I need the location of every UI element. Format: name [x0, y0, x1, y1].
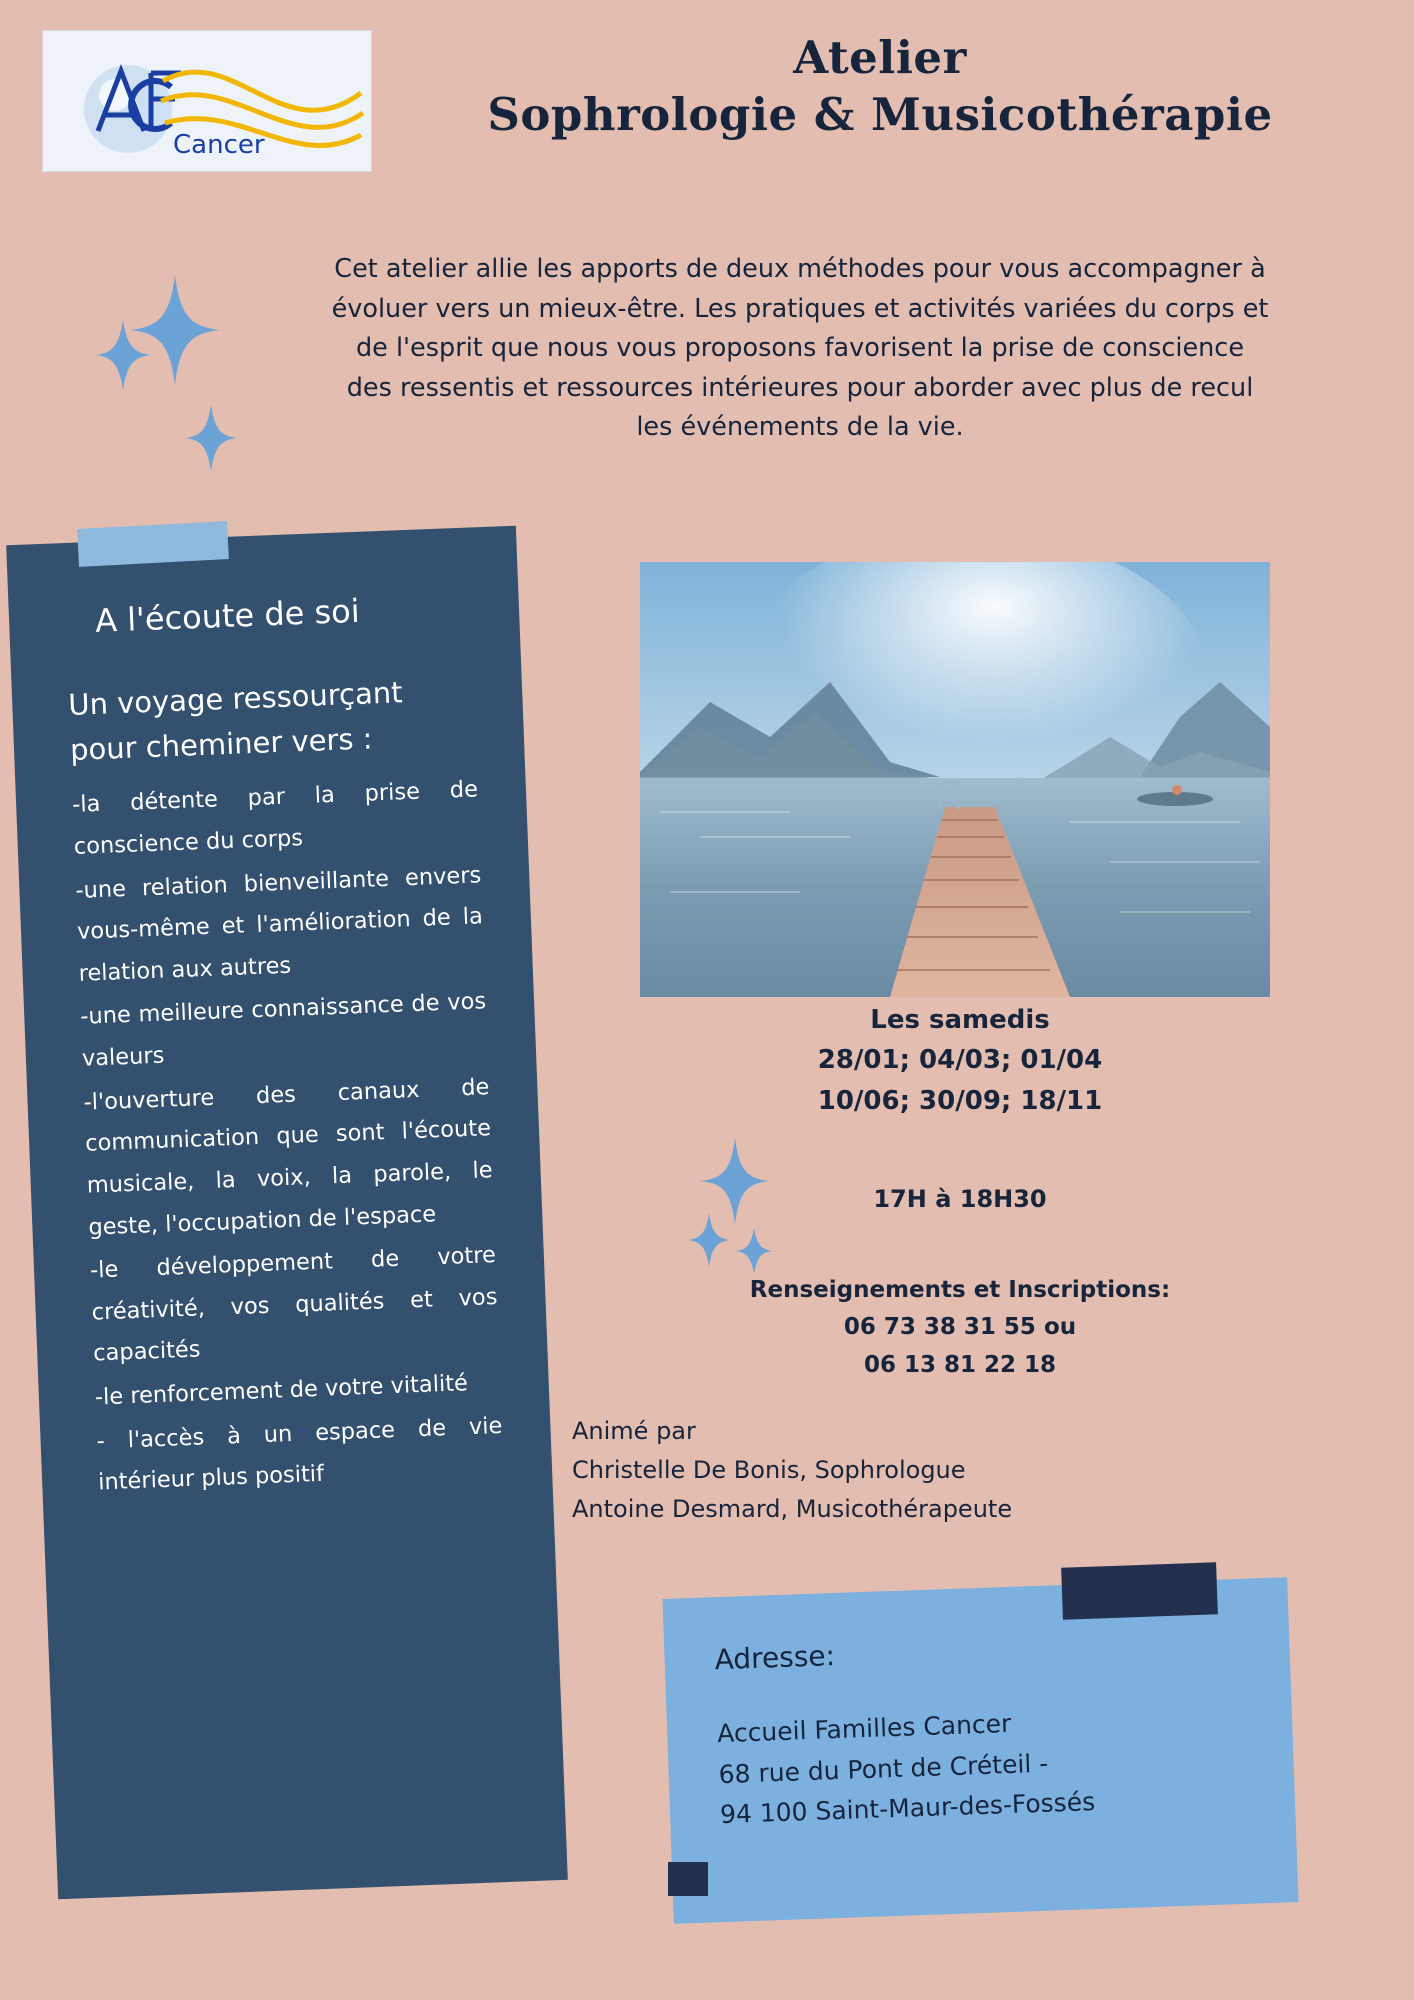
- sparkle-icon-small: [96, 320, 151, 390]
- schedule-dates-line-2: 10/06; 30/09; 18/11: [817, 1085, 1103, 1116]
- intro-paragraph: Cet atelier allie les apports de deux méthodes pour vous accompagner à évoluer vers un mieux-être. Les pratiques et activités variées du corps et de l'esprit que nous vous proposons favorisent la prise de conscience des ressentis et ressources intérieures pour aborder avec plus de recul les événements de la vie.: [331, 254, 1269, 443]
- schedule-dates: [700, 1000, 1220, 1121]
- address-tape-decoration: [1061, 1562, 1218, 1619]
- animator-1: Christelle De Bonis, Sophrologue: [572, 1455, 966, 1484]
- list-item: -le développement de votre créativité, vos qualités et vos capacités: [89, 1242, 498, 1367]
- list-item: -la détente par la prise de conscience du corps: [71, 776, 479, 860]
- list-item: - l'accès à un espace de vie intérieur plus positif: [96, 1412, 503, 1496]
- list-item: -le renforcement de votre vitalité: [94, 1370, 469, 1411]
- sparkle-icon-right-tiny: [736, 1228, 772, 1274]
- panel-benefit-list: [71, 770, 504, 1505]
- page-title: [380, 30, 1380, 143]
- list-item: -une relation bienveillante envers vous-même et l'amélioration de la relation aux autres: [74, 861, 484, 987]
- animators-block: [572, 1412, 1192, 1529]
- address-corner-decoration: [668, 1862, 708, 1896]
- sparkle-icon-right-small: [688, 1213, 730, 1267]
- address-label: Adresse:: [714, 1639, 836, 1677]
- contact-phone-2: 06 13 81 22 18: [863, 1351, 1057, 1378]
- contact-phone-1: 06 73 38 31 55 ou: [843, 1314, 1077, 1341]
- address-line-1: Accueil Familles Cancer: [716, 1708, 1012, 1749]
- sparkle-icon-tiny: [185, 405, 237, 471]
- contact-label: Renseignements et Inscriptions:: [749, 1277, 1171, 1303]
- afc-cancer-logo: [43, 31, 371, 171]
- svg-text:Cancer: Cancer: [173, 130, 265, 160]
- animators-label: Animé par: [572, 1417, 696, 1445]
- address-card: [663, 1577, 1299, 1924]
- lake-pier-photo: [640, 562, 1270, 997]
- address-line-2: 68 rue du Pont de Créteil -: [718, 1748, 1049, 1789]
- list-item: -l'ouverture des canaux de communication que sont l'écoute musicale, la voix, la parole, le geste, l'occupation de l'espace: [83, 1073, 494, 1241]
- title-line-1: Atelier: [793, 31, 967, 84]
- panel-subtitle: Un voyage ressourçant pour cheminer vers :: [67, 675, 404, 768]
- list-item: -une meilleure connaissance de vos valeurs: [79, 988, 487, 1072]
- logo-container: [42, 30, 372, 172]
- left-content-panel: [6, 526, 568, 1900]
- panel-title: A l'écoute de soi: [94, 591, 361, 640]
- address-line-3: 94 100 Saint-Maur-des-Fossés: [719, 1787, 1096, 1830]
- schedule-hours: 17H à 18H30: [873, 1185, 1047, 1213]
- title-line-2: Sophrologie & Musicothérapie: [487, 87, 1273, 141]
- animator-2: Antoine Desmard, Musicothérapeute: [572, 1494, 1013, 1523]
- schedule-label: Les samedis: [870, 1005, 1050, 1035]
- schedule-dates-line-1: 28/01; 04/03; 01/04: [817, 1045, 1103, 1076]
- panel-tape-decoration: [77, 521, 229, 567]
- address-lines: [717, 1696, 1256, 1836]
- contact-block: [690, 1272, 1230, 1384]
